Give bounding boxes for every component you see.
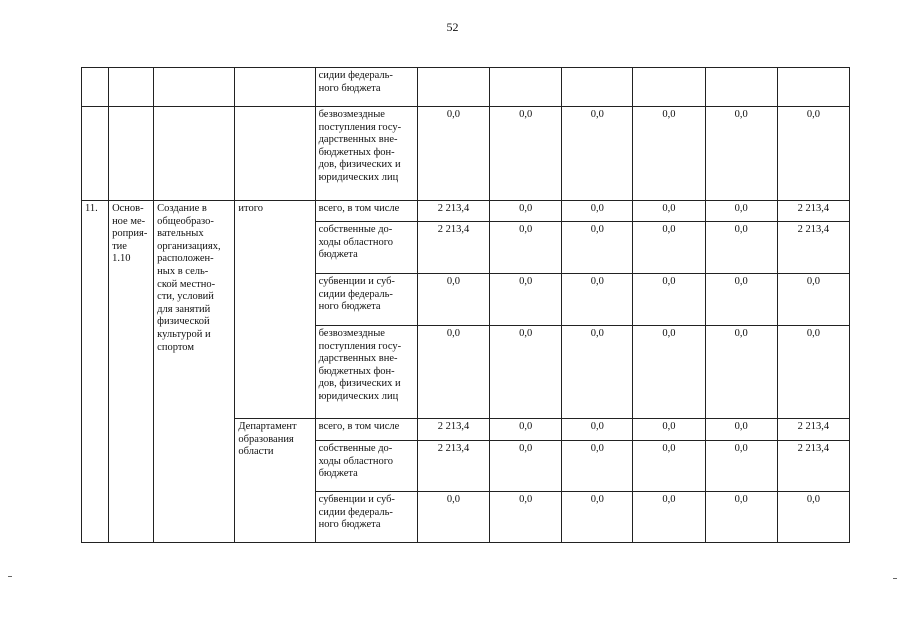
page-number: 52: [446, 20, 459, 34]
amount-cell: 0,0: [417, 492, 489, 543]
amount-cell: 0,0: [777, 492, 849, 543]
amount-cell: 0,0: [562, 441, 633, 492]
amount-cell: 0,0: [490, 201, 562, 222]
funding-source: субвенции и суб- сидии федераль- ного бюджета: [315, 274, 417, 326]
scan-edge-mark: [893, 578, 897, 579]
table-row: [82, 68, 850, 107]
amount-cell: 0,0: [633, 222, 705, 274]
executor-department: Департамент образования области: [235, 419, 315, 543]
activity-name: Создание в общеобразо- вательных организациях, расположен- ных в сель- ской местно- сти, условий для занятий физической культурой и спортом: [154, 201, 235, 543]
funding-source: безвозмездные поступления госу- дарственных вне- бюджетных фон- дов, физических и юридических лиц: [315, 107, 417, 201]
amount-cell: 2 213,4: [777, 441, 849, 492]
funding-source: всего, в том числе: [315, 201, 417, 222]
amount-cell: 0,0: [490, 326, 562, 419]
amount-cell: 0,0: [562, 222, 633, 274]
amount-cell: 0,0: [633, 492, 705, 543]
amount-cell: [490, 68, 562, 107]
amount-cell: 0,0: [633, 326, 705, 419]
amount-cell: 0,0: [562, 419, 633, 441]
amount-cell: 0,0: [705, 492, 777, 543]
funding-source: безвозмездные поступления госу- дарственных вне- бюджетных фон- дов, физических и юридических лиц: [315, 326, 417, 419]
amount-cell: 0,0: [490, 274, 562, 326]
amount-cell: 0,0: [705, 441, 777, 492]
amount-cell: 0,0: [633, 107, 705, 201]
amount-cell: 0,0: [633, 441, 705, 492]
funding-source: собственные до- ходы областного бюджета: [315, 222, 417, 274]
amount-cell: 0,0: [417, 326, 489, 419]
cell-empty: [82, 107, 109, 201]
amount-cell: 0,0: [777, 326, 849, 419]
cell-empty: [154, 107, 235, 201]
amount-cell: 0,0: [633, 419, 705, 441]
amount-cell: 0,0: [562, 107, 633, 201]
amount-cell: 2 213,4: [417, 419, 489, 441]
amount-cell: [705, 68, 777, 107]
funding-source: всего, в том числе: [315, 419, 417, 441]
amount-cell: 0,0: [777, 107, 849, 201]
amount-cell: 0,0: [417, 107, 489, 201]
amount-cell: 0,0: [705, 201, 777, 222]
amount-cell: 0,0: [490, 419, 562, 441]
amount-cell: 2 213,4: [777, 201, 849, 222]
amount-cell: 0,0: [562, 201, 633, 222]
table-row: [82, 107, 850, 201]
amount-cell: 0,0: [490, 441, 562, 492]
amount-cell: 2 213,4: [417, 222, 489, 274]
amount-cell: 0,0: [490, 222, 562, 274]
amount-cell: 0,0: [562, 326, 633, 419]
amount-cell: 0,0: [562, 492, 633, 543]
amount-cell: [777, 68, 849, 107]
amount-cell: [633, 68, 705, 107]
funding-source: собственные до- ходы областного бюджета: [315, 441, 417, 492]
funding-source: субвенции и суб- сидии федераль- ного бюджета: [315, 492, 417, 543]
amount-cell: 0,0: [705, 107, 777, 201]
amount-cell: 0,0: [633, 201, 705, 222]
scan-edge-mark: [8, 576, 12, 577]
amount-cell: 2 213,4: [777, 419, 849, 441]
amount-cell: 2 213,4: [417, 201, 489, 222]
cell-empty: [82, 68, 109, 107]
amount-cell: [562, 68, 633, 107]
amount-cell: 0,0: [777, 274, 849, 326]
amount-cell: 0,0: [705, 222, 777, 274]
cell-empty: [154, 68, 235, 107]
table-row: [82, 201, 850, 222]
cell-empty: [235, 107, 315, 201]
activity-type: Основ- ное ме- роприя- тие 1.10: [109, 201, 154, 543]
amount-cell: 0,0: [705, 326, 777, 419]
budget-table: [81, 67, 850, 543]
amount-cell: [417, 68, 489, 107]
executor-total: итого: [235, 201, 315, 419]
cell-empty: [235, 68, 315, 107]
cell-empty: [109, 107, 154, 201]
amount-cell: 0,0: [562, 274, 633, 326]
amount-cell: 0,0: [490, 492, 562, 543]
amount-cell: 0,0: [705, 419, 777, 441]
amount-cell: 2 213,4: [417, 441, 489, 492]
row-number: 11.: [82, 201, 109, 543]
amount-cell: 0,0: [705, 274, 777, 326]
amount-cell: 2 213,4: [777, 222, 849, 274]
cell-empty: [109, 68, 154, 107]
funding-source: сидии федераль- ного бюджета: [315, 68, 417, 107]
amount-cell: 0,0: [633, 274, 705, 326]
amount-cell: 0,0: [417, 274, 489, 326]
amount-cell: 0,0: [490, 107, 562, 201]
